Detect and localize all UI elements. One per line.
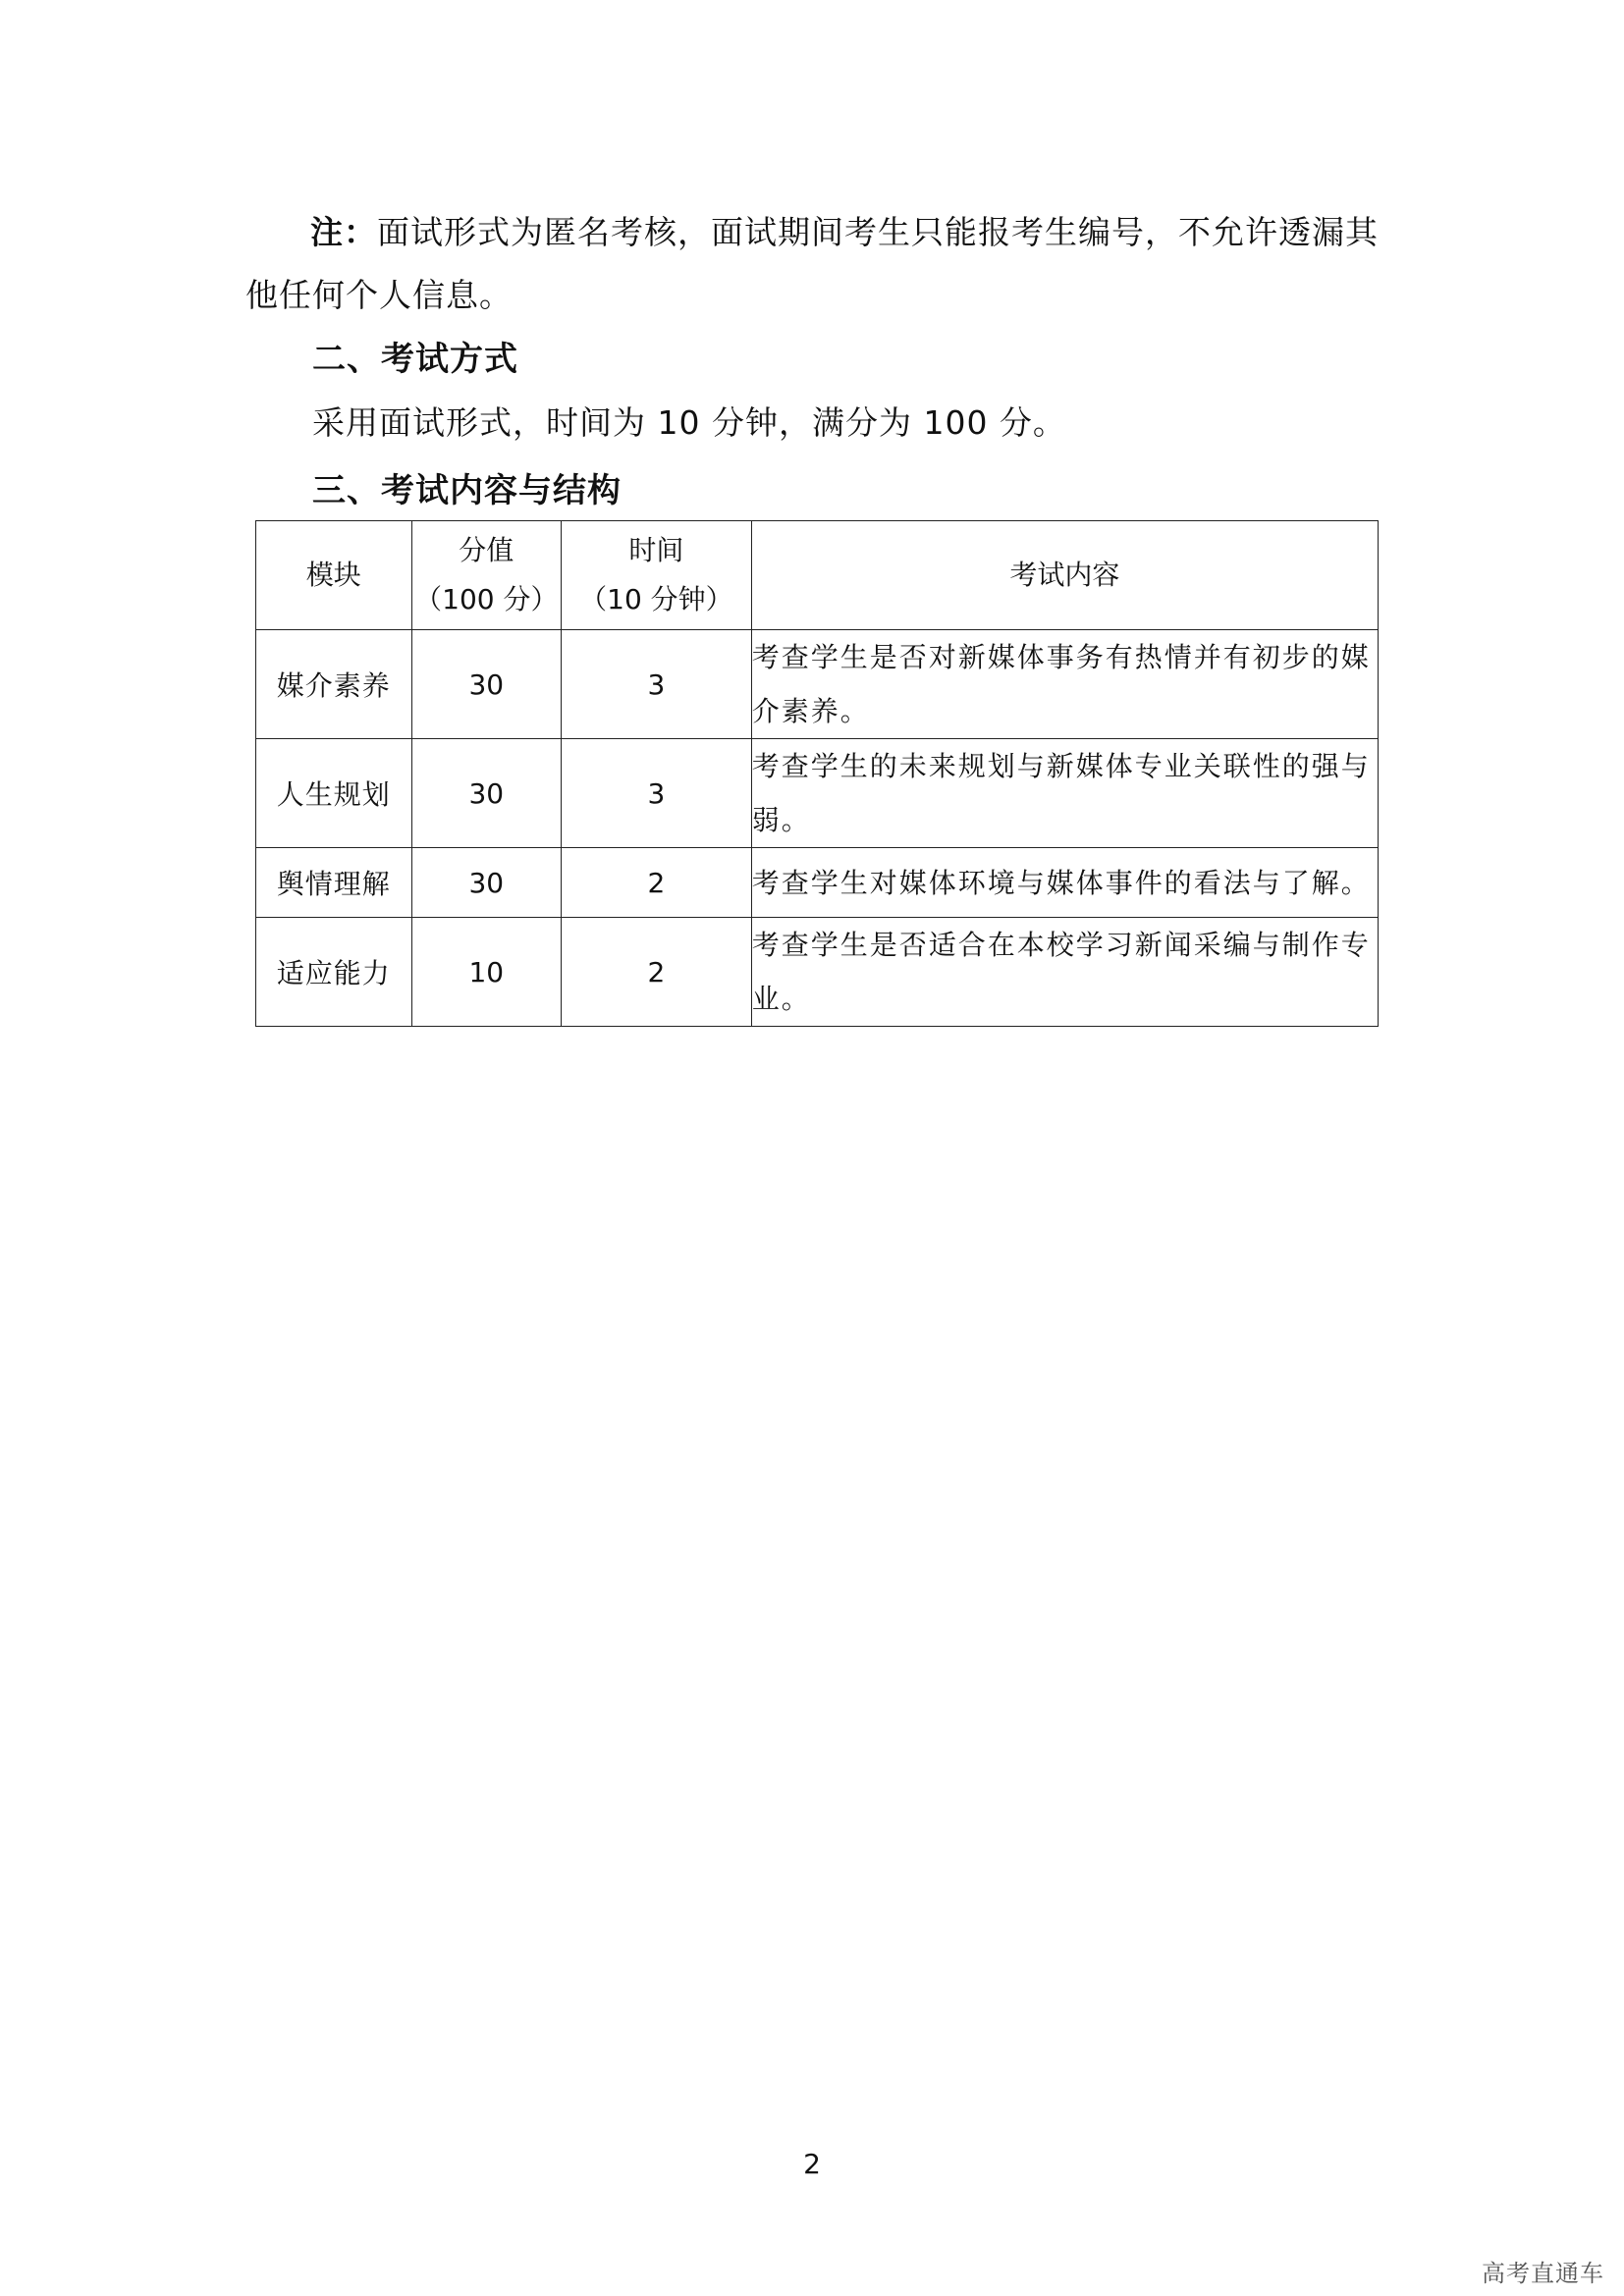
table-row (256, 848, 1379, 918)
cell-score: 30 (411, 848, 562, 918)
cell-content: 考查学生对媒体环境与媒体事件的看法与了解。 (751, 848, 1378, 918)
header-module: 模块 (256, 521, 412, 630)
cell-time: 2 (562, 918, 752, 1027)
header-score-sub: （100 分） (414, 583, 559, 615)
header-content: 考试内容 (751, 521, 1378, 630)
cell-module: 适应能力 (256, 918, 412, 1027)
watermark: 高考直通车 (1482, 2260, 1604, 2287)
cell-time: 3 (562, 630, 752, 739)
cell-content: 考查学生的未来规划与新媒体专业关联性的强与弱。 (751, 739, 1378, 848)
table-row (256, 918, 1379, 1027)
note-text: 面试形式为匿名考核，面试期间考生只能报考生编号，不允许透漏其他任何个人信息。 (245, 213, 1379, 314)
header-time-sub: （10 分钟） (579, 583, 733, 615)
cell-score: 30 (411, 630, 562, 739)
exam-structure-table (255, 520, 1379, 1027)
header-score (411, 521, 562, 630)
cell-content: 考查学生是否对新媒体事务有热情并有初步的媒介素养。 (751, 630, 1378, 739)
cell-time: 3 (562, 739, 752, 848)
table-header-row (256, 521, 1379, 630)
cell-time: 2 (562, 848, 752, 918)
cell-module: 人生规划 (256, 739, 412, 848)
table-row (256, 630, 1379, 739)
cell-content: 考查学生是否适合在本校学习新闻采编与制作专业。 (751, 918, 1378, 1027)
note-label: 注： (310, 213, 377, 251)
header-time (562, 521, 752, 630)
table-row (256, 739, 1379, 848)
cell-module: 舆情理解 (256, 848, 412, 918)
section-heading-exam-content: 三、考试内容与结构 (312, 471, 622, 510)
cell-score: 30 (411, 739, 562, 848)
exam-method-text: 采用面试形式，时间为 10 分钟，满分为 100 分。 (312, 403, 1066, 442)
section-heading-exam-method: 二、考试方式 (312, 340, 518, 379)
note-paragraph (245, 201, 1384, 327)
page-number: 2 (803, 2148, 821, 2180)
cell-module: 媒介素养 (256, 630, 412, 739)
cell-score: 10 (411, 918, 562, 1027)
header-score-title: 分值 (459, 534, 514, 566)
header-time-title: 时间 (628, 534, 684, 566)
